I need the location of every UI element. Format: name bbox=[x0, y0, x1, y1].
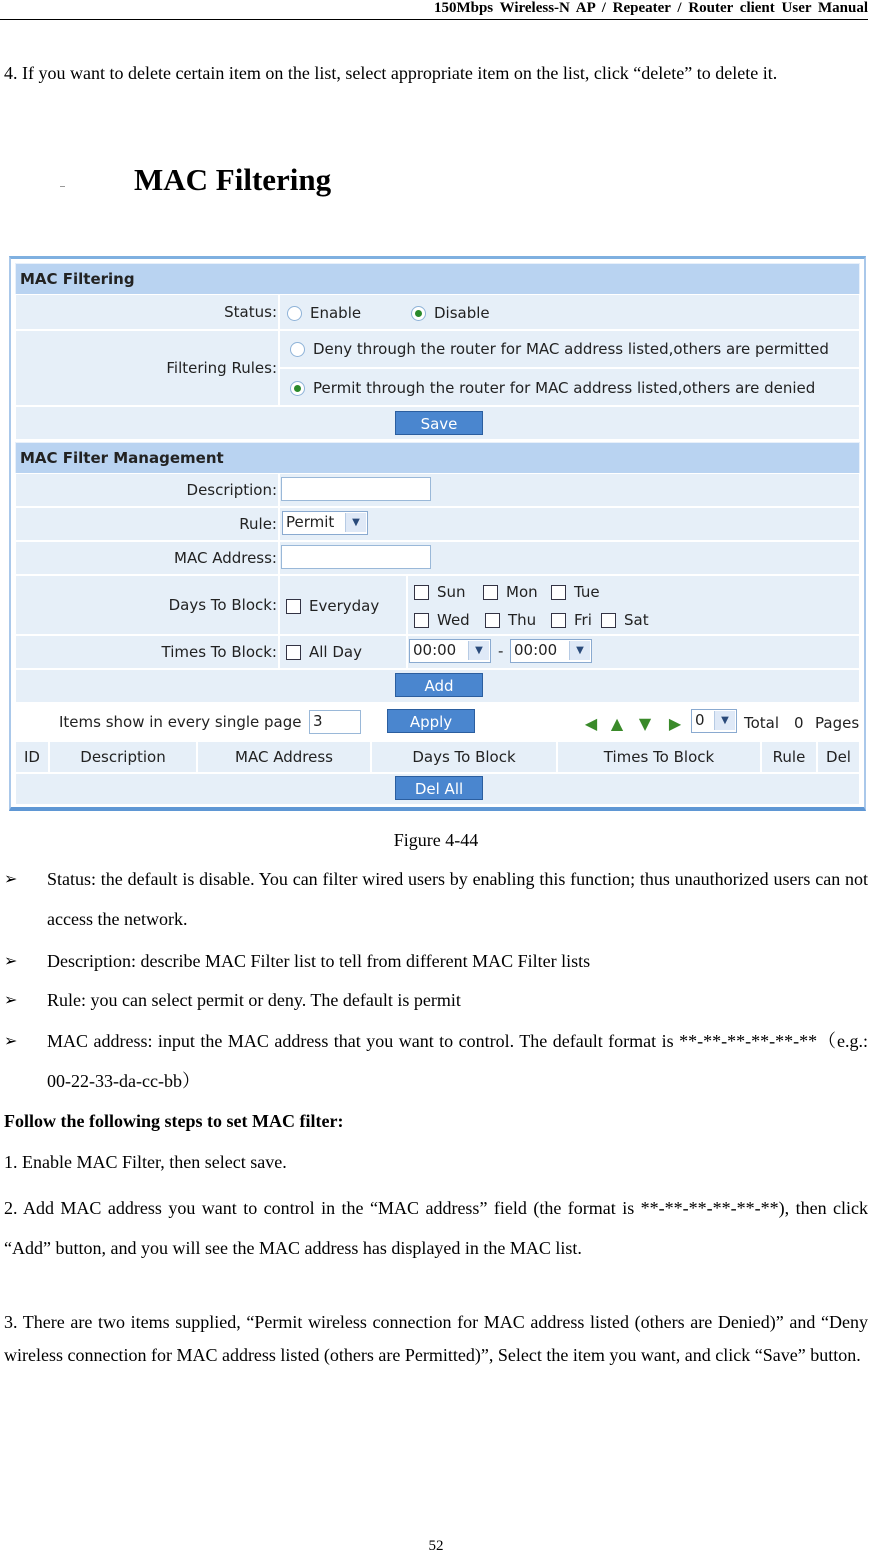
col-id: ID bbox=[15, 741, 49, 773]
del-all-button[interactable]: Del All bbox=[395, 776, 483, 800]
times-to-block-label: Times To Block: bbox=[161, 643, 277, 661]
items-per-page-label: Items show in every single page bbox=[59, 713, 302, 731]
bullet-text: Description: describe MAC Filter list to tell from different MAC Filter lists bbox=[47, 951, 591, 971]
sun-checkbox[interactable] bbox=[414, 585, 429, 600]
deny-radio[interactable] bbox=[290, 342, 305, 357]
add-button[interactable]: Add bbox=[395, 673, 483, 697]
status-disable-option[interactable] bbox=[411, 302, 490, 324]
status-label: Status: bbox=[224, 303, 277, 321]
step-1: 1. Enable MAC Filter, then select save. bbox=[4, 1152, 287, 1172]
chevron-down-icon: ▼ bbox=[569, 641, 590, 660]
save-button[interactable]: Save bbox=[395, 411, 483, 435]
mgmt-header: MAC Filter Management bbox=[15, 442, 860, 474]
day-tue[interactable] bbox=[551, 581, 600, 603]
bullet-text: MAC address: input the MAC address that you want to control. The default format is **-**-**-**-**-**（e.g.: 00-22-33-da-cc-bb） bbox=[47, 1031, 868, 1091]
prev-page-icon[interactable]: ▲ bbox=[610, 714, 624, 733]
time-from-value: 00:00 bbox=[413, 641, 457, 659]
thu-checkbox[interactable] bbox=[485, 613, 500, 628]
page-select-value: 0 bbox=[695, 711, 705, 729]
day-wed[interactable] bbox=[414, 609, 470, 631]
disable-radio[interactable] bbox=[411, 306, 426, 321]
bullet-status bbox=[4, 859, 868, 939]
mac-filter-screenshot bbox=[9, 256, 866, 811]
last-page-icon[interactable]: ▶ bbox=[668, 714, 682, 733]
fri-label: Fri bbox=[574, 611, 592, 629]
tue-checkbox[interactable] bbox=[551, 585, 566, 600]
col-rule: Rule bbox=[761, 741, 817, 773]
arrow-bullet-icon: ➢ bbox=[4, 869, 18, 888]
allday-checkbox[interactable] bbox=[286, 645, 301, 660]
mac-address-label: MAC Address: bbox=[174, 549, 277, 567]
everyday-checkbox[interactable] bbox=[286, 599, 301, 614]
disable-label: Disable bbox=[434, 304, 490, 322]
col-del: Del bbox=[817, 741, 860, 773]
day-mon[interactable] bbox=[483, 581, 538, 603]
mac-address-input[interactable] bbox=[281, 545, 431, 569]
arrow-bullet-icon: ➢ bbox=[4, 990, 18, 1009]
everyday-option[interactable] bbox=[286, 595, 379, 617]
day-sun[interactable] bbox=[414, 581, 466, 603]
intro-paragraph: 4. If you want to delete certain item on the list, select appropriate item on the list, click “delete” to delete it. bbox=[4, 63, 778, 83]
rule-select-value: Permit bbox=[286, 513, 335, 531]
arrow-bullet-icon: ➢ bbox=[4, 951, 18, 970]
wed-label: Wed bbox=[437, 611, 470, 629]
bullet-mac bbox=[4, 1021, 868, 1101]
rule-deny-option[interactable] bbox=[290, 338, 829, 360]
time-to-select[interactable] bbox=[510, 639, 592, 663]
time-to-value: 00:00 bbox=[514, 641, 558, 659]
page-header: 150Mbps Wireless-N AP / Repeater / Router client User Manual bbox=[0, 0, 868, 20]
apply-button[interactable]: Apply bbox=[387, 709, 475, 733]
col-description: Description bbox=[49, 741, 197, 773]
chevron-down-icon: ▼ bbox=[714, 711, 735, 730]
step-3: 3. There are two items supplied, “Permit wireless connection for MAC address listed (others are Denied)” and “Deny wireless connection for MAC address listed (others are Permitted)”, Select the item you want, and click “Save” button. bbox=[4, 1312, 868, 1365]
rule-label: Rule: bbox=[239, 515, 277, 533]
days-to-block-label: Days To Block: bbox=[168, 596, 277, 614]
sat-label: Sat bbox=[624, 611, 649, 629]
figure-caption: Figure 4-44 bbox=[393, 830, 479, 850]
first-page-icon[interactable]: ◀ bbox=[584, 714, 598, 733]
rule-permit-option[interactable] bbox=[290, 377, 815, 399]
enable-radio[interactable] bbox=[287, 306, 302, 321]
next-page-icon[interactable]: ▼ bbox=[638, 714, 652, 733]
description-label: Description: bbox=[186, 481, 277, 499]
sun-label: Sun bbox=[437, 583, 466, 601]
enable-label: Enable bbox=[310, 304, 362, 322]
col-times-to-block: Times To Block bbox=[557, 741, 761, 773]
rule-select[interactable] bbox=[282, 511, 368, 535]
mon-label: Mon bbox=[506, 583, 538, 601]
wed-checkbox[interactable] bbox=[414, 613, 429, 628]
page-number: 52 bbox=[428, 1538, 444, 1554]
arrow-bullet-icon: ➢ bbox=[4, 1031, 18, 1050]
steps-title: Follow the following steps to set MAC filter: bbox=[4, 1111, 344, 1131]
rules-label: Filtering Rules: bbox=[166, 359, 277, 377]
bullet-text: Status: the default is disable. You can filter wired users by enabling this function; thus unauthorized users can not access the network. bbox=[47, 869, 868, 929]
chevron-down-icon: ▼ bbox=[468, 641, 489, 660]
deny-rule-label: Deny through the router for MAC address listed,others are permitted bbox=[313, 340, 829, 358]
fri-checkbox[interactable] bbox=[551, 613, 566, 628]
section-title: MAC Filtering bbox=[134, 162, 332, 197]
bullet-text: Rule: you can select permit or deny. The default is permit bbox=[47, 990, 461, 1010]
tue-label: Tue bbox=[574, 583, 600, 601]
mac-filtering-header: MAC Filtering bbox=[15, 263, 860, 295]
sat-checkbox[interactable] bbox=[601, 613, 616, 628]
status-enable-option[interactable] bbox=[287, 302, 361, 324]
day-sat[interactable] bbox=[601, 609, 649, 631]
time-from-select[interactable] bbox=[409, 639, 491, 663]
allday-label: All Day bbox=[309, 643, 362, 661]
col-days-to-block: Days To Block bbox=[371, 741, 557, 773]
permit-radio[interactable] bbox=[290, 381, 305, 396]
permit-rule-label: Permit through the router for MAC address listed,others are denied bbox=[313, 379, 816, 397]
heading-marker bbox=[60, 186, 65, 187]
bullet-rule bbox=[4, 980, 868, 1020]
everyday-label: Everyday bbox=[309, 597, 380, 615]
thu-label: Thu bbox=[508, 611, 537, 629]
total-label: Total bbox=[744, 714, 780, 732]
items-per-page-input[interactable]: 3 bbox=[309, 710, 361, 734]
allday-option[interactable] bbox=[286, 641, 362, 663]
col-mac-address: MAC Address bbox=[197, 741, 371, 773]
total-value: 0 bbox=[794, 714, 804, 732]
description-input[interactable] bbox=[281, 477, 431, 501]
bullet-description bbox=[4, 941, 868, 981]
mon-checkbox[interactable] bbox=[483, 585, 498, 600]
time-separator: - bbox=[498, 642, 504, 660]
status-value-cell bbox=[279, 294, 860, 330]
page-select[interactable] bbox=[691, 709, 737, 733]
step-2: 2. Add MAC address you want to control in the “MAC address” field (the format is **-**-**-**-**-**), then click “Add” button, and you will see the MAC address has displayed in the MAC list. bbox=[4, 1198, 868, 1258]
chevron-down-icon: ▼ bbox=[345, 513, 366, 532]
day-thu[interactable] bbox=[485, 609, 536, 631]
day-fri[interactable] bbox=[551, 609, 592, 631]
pages-label: Pages bbox=[815, 714, 860, 732]
